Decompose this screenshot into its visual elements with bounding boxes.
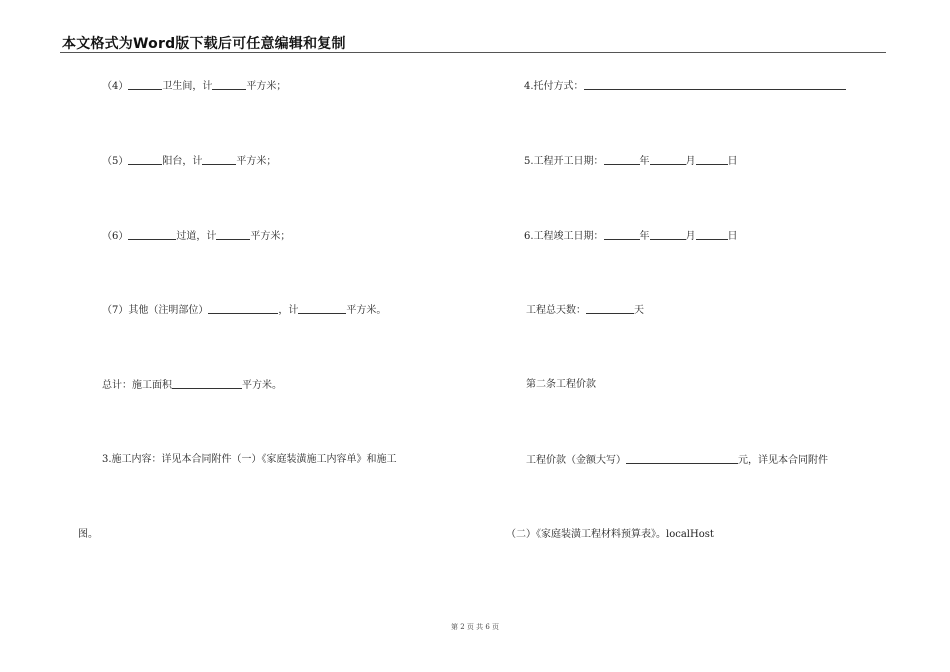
total-days-label: 工程总天数： <box>526 305 586 316</box>
item-7-mid: ，计 <box>278 305 299 316</box>
item-5-mid: 阳台，计 <box>162 156 203 167</box>
item-4-line <box>102 79 286 94</box>
project-price-suffix: 元，详见本合同附件 <box>738 455 828 466</box>
start-date-month-blank <box>650 154 686 165</box>
item-6-suffix: 平方米； <box>250 231 291 242</box>
item-5-prefix: （5） <box>102 156 129 167</box>
page-number-footer: 第 2 页 共 6 页 <box>450 623 500 631</box>
finish-date-line <box>524 229 738 244</box>
finish-date-day: 日 <box>727 231 738 242</box>
item-6-prefix: （6） <box>102 231 129 242</box>
item-7-blank-a <box>208 303 278 314</box>
start-date-line <box>524 154 738 169</box>
project-price-label: 工程价款（金额大写） <box>526 455 626 466</box>
finish-date-month: 月 <box>685 231 696 242</box>
start-date-month: 月 <box>685 156 696 167</box>
right-column <box>475 0 950 672</box>
total-area-prefix: 总计：施工面积 <box>102 380 172 391</box>
item-6-line <box>102 229 290 244</box>
finish-date-month-blank <box>650 229 686 240</box>
item-4-mid: 卫生间，计 <box>162 81 213 92</box>
project-price-blank <box>626 453 738 464</box>
construction-content-continuation: 图。 <box>78 529 98 540</box>
item-5-blank-a <box>128 154 162 165</box>
item-7-suffix: 平方米。 <box>346 305 387 316</box>
total-area-suffix: 平方米。 <box>242 380 282 391</box>
item-6-blank-b <box>216 229 250 240</box>
page-header-title: 本文格式为Word版下载后可任意编辑和复制 <box>62 36 346 52</box>
start-date-day: 日 <box>727 156 738 167</box>
item-4-suffix: 平方米； <box>246 81 287 92</box>
payment-method-blank <box>584 79 846 90</box>
project-price-line <box>526 453 828 468</box>
total-days-unit: 天 <box>634 305 644 316</box>
item-4-blank-a <box>128 79 162 90</box>
payment-method-line <box>524 79 846 94</box>
finish-date-year-blank <box>604 229 640 240</box>
article-2-heading: 第二条工程价款 <box>526 379 596 390</box>
start-date-label: 5.工程开工日期： <box>524 156 604 167</box>
total-days-blank <box>586 303 634 314</box>
item-7-blank-b <box>298 303 346 314</box>
finish-date-year: 年 <box>639 231 650 242</box>
start-date-year-blank <box>604 154 640 165</box>
item-4-blank-b <box>212 79 246 90</box>
item-6-blank-a <box>128 229 176 240</box>
item-5-suffix: 平方米； <box>236 156 277 167</box>
item-5-blank-b <box>202 154 236 165</box>
item-7-prefix: （7）其他（注明部位） <box>102 305 209 316</box>
item-4-prefix: （4） <box>102 81 129 92</box>
finish-date-label: 6.工程竣工日期： <box>524 231 604 242</box>
construction-content-line: 3.施工内容：详见本合同附件（一）《家庭装潢施工内容单》和施工 <box>102 454 397 465</box>
total-days-line <box>526 303 644 318</box>
item-5-line <box>102 154 276 169</box>
total-area-blank <box>172 378 242 389</box>
item-6-mid: 过道，计 <box>176 231 217 242</box>
start-date-year: 年 <box>639 156 650 167</box>
project-price-continuation: （二）《家庭装潢工程材料预算表》。localHost <box>506 529 714 540</box>
total-area-line <box>102 378 282 393</box>
start-date-day-blank <box>696 154 728 165</box>
payment-method-label: 4.托付方式： <box>524 81 584 92</box>
item-7-line <box>102 303 386 318</box>
finish-date-day-blank <box>696 229 728 240</box>
